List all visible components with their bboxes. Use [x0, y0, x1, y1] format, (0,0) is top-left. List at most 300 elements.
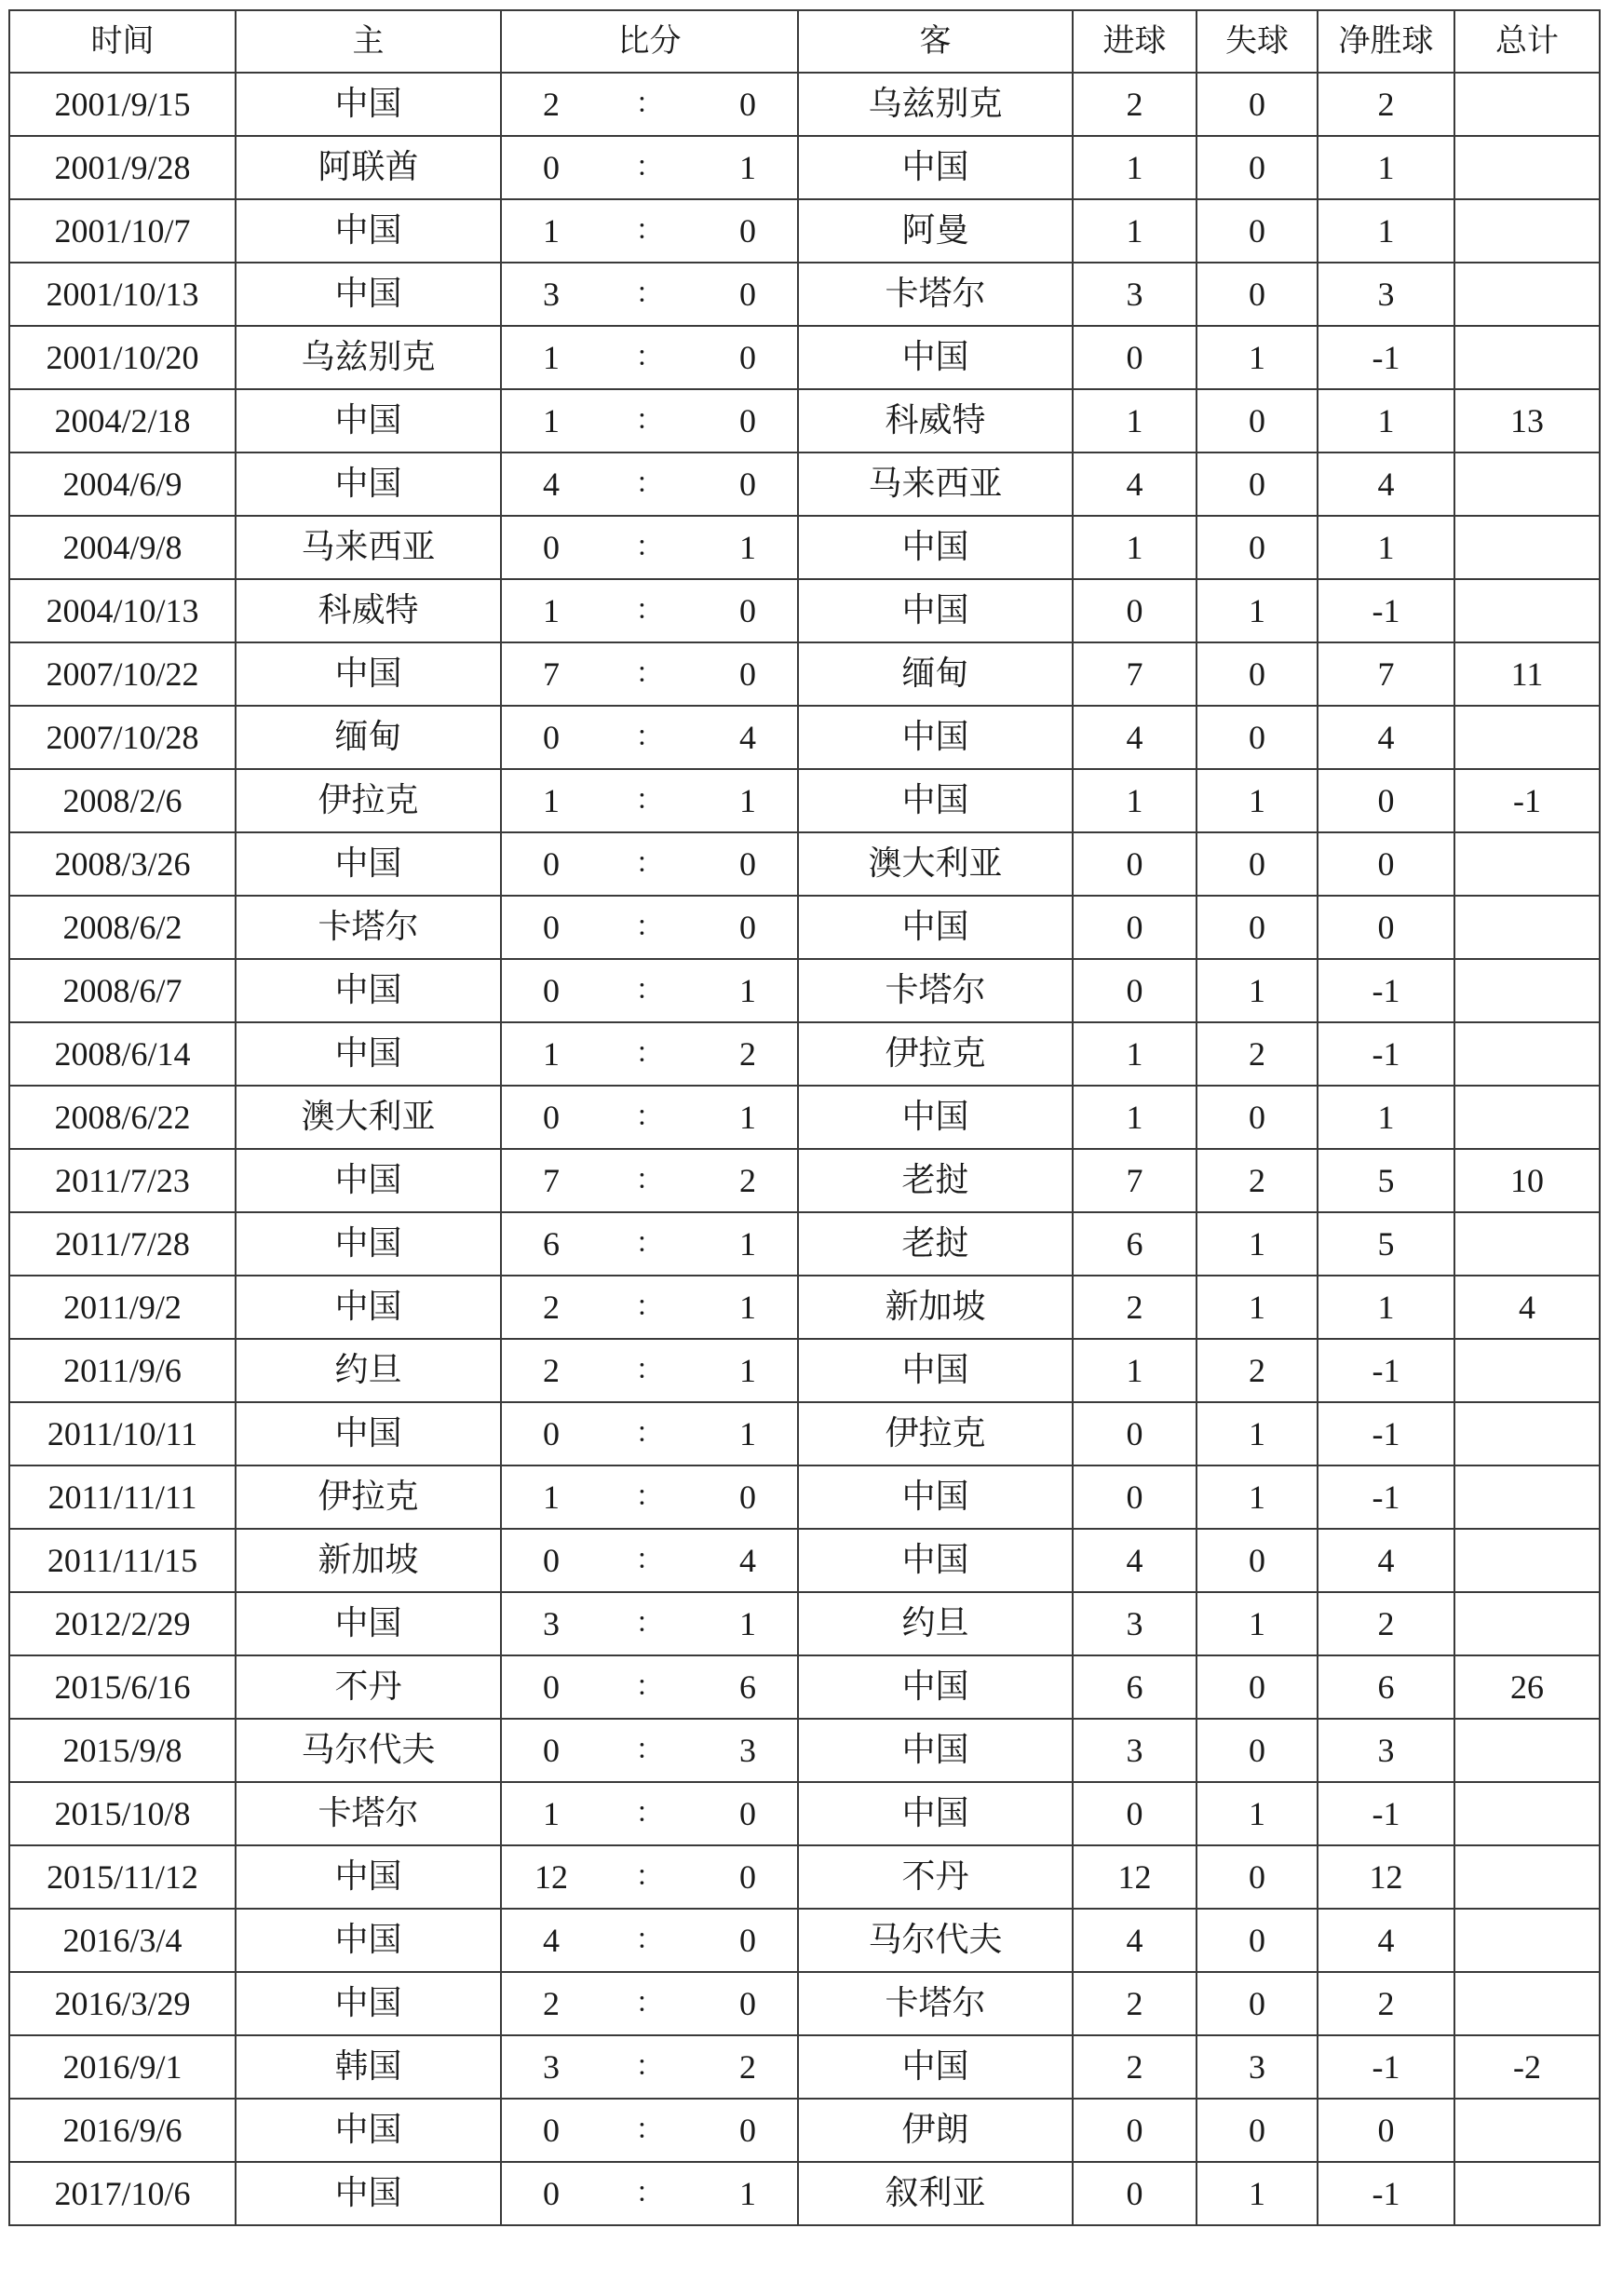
cell-date: 2008/2/6 [9, 769, 236, 832]
cell-home-score: 6 [501, 1212, 601, 1276]
cell-away-team: 叙利亚 [798, 2162, 1073, 2225]
cell-home-score: 1 [501, 579, 601, 642]
cell-score-separator: ： [601, 1276, 698, 1339]
cell-goals-for: 0 [1073, 1402, 1197, 1465]
cell-score-separator: ： [601, 389, 698, 452]
cell-goals-against: 0 [1197, 2099, 1318, 2162]
cell-date: 2001/10/13 [9, 263, 236, 326]
cell-total: -1 [1454, 769, 1600, 832]
match-results-table [8, 9, 1601, 2226]
cell-goal-diff: 1 [1318, 1276, 1454, 1339]
cell-away-score: 0 [698, 896, 798, 959]
cell-score-separator: ： [601, 1529, 698, 1592]
cell-goals-for: 0 [1073, 896, 1197, 959]
cell-home-score: 1 [501, 389, 601, 452]
cell-date: 2004/6/9 [9, 452, 236, 516]
cell-date: 2015/10/8 [9, 1782, 236, 1845]
cell-score-separator: ： [601, 1782, 698, 1845]
cell-away-score: 1 [698, 769, 798, 832]
cell-home-score: 2 [501, 73, 601, 136]
cell-goal-diff: 1 [1318, 199, 1454, 263]
cell-home-score: 4 [501, 1909, 601, 1972]
cell-score-separator: ： [601, 896, 698, 959]
cell-goals-against: 0 [1197, 1845, 1318, 1909]
cell-goals-for: 4 [1073, 452, 1197, 516]
table-row [9, 1086, 1600, 1149]
table-row [9, 389, 1600, 452]
cell-score-separator: ： [601, 136, 698, 199]
cell-goal-diff: 1 [1318, 1086, 1454, 1149]
cell-home-score: 3 [501, 2035, 601, 2099]
table-row [9, 73, 1600, 136]
cell-goals-for: 12 [1073, 1845, 1197, 1909]
cell-home-score: 3 [501, 263, 601, 326]
cell-date: 2001/9/28 [9, 136, 236, 199]
cell-goals-for: 6 [1073, 1212, 1197, 1276]
cell-goal-diff: -1 [1318, 2035, 1454, 2099]
cell-away-score: 0 [698, 1845, 798, 1909]
cell-goals-against: 0 [1197, 516, 1318, 579]
cell-date: 2015/9/8 [9, 1719, 236, 1782]
cell-away-score: 6 [698, 1655, 798, 1719]
cell-goals-for: 1 [1073, 1086, 1197, 1149]
cell-date: 2008/6/14 [9, 1022, 236, 1086]
cell-home-team: 马尔代夫 [236, 1719, 501, 1782]
cell-away-team: 中国 [798, 1782, 1073, 1845]
table-row [9, 1022, 1600, 1086]
cell-home-score: 0 [501, 1402, 601, 1465]
cell-away-team: 伊朗 [798, 2099, 1073, 2162]
cell-home-team: 中国 [236, 452, 501, 516]
cell-goal-diff: 4 [1318, 706, 1454, 769]
cell-date: 2011/7/28 [9, 1212, 236, 1276]
cell-home-score: 1 [501, 199, 601, 263]
cell-total [1454, 1592, 1600, 1655]
cell-away-score: 1 [698, 516, 798, 579]
cell-goals-against: 0 [1197, 832, 1318, 896]
cell-score-separator: ： [601, 1592, 698, 1655]
cell-home-score: 0 [501, 896, 601, 959]
table-row [9, 642, 1600, 706]
cell-total [1454, 326, 1600, 389]
cell-home-team: 新加坡 [236, 1529, 501, 1592]
cell-away-score: 1 [698, 1339, 798, 1402]
cell-total [1454, 1086, 1600, 1149]
cell-goal-diff: -1 [1318, 1465, 1454, 1529]
cell-goal-diff: 2 [1318, 73, 1454, 136]
table-row [9, 136, 1600, 199]
cell-score-separator: ： [601, 1465, 698, 1529]
cell-home-score: 2 [501, 1339, 601, 1402]
cell-goal-diff: 5 [1318, 1149, 1454, 1212]
cell-goals-for: 7 [1073, 642, 1197, 706]
cell-total [1454, 199, 1600, 263]
cell-total [1454, 1022, 1600, 1086]
cell-score-separator: ： [601, 516, 698, 579]
table-row [9, 1719, 1600, 1782]
cell-goal-diff: 2 [1318, 1972, 1454, 2035]
cell-date: 2011/11/15 [9, 1529, 236, 1592]
table-body [9, 73, 1600, 2225]
cell-home-score: 7 [501, 642, 601, 706]
cell-goals-for: 0 [1073, 2099, 1197, 2162]
cell-score-separator: ： [601, 326, 698, 389]
cell-total [1454, 452, 1600, 516]
header-score: 比分 [501, 10, 798, 73]
cell-home-team: 中国 [236, 1022, 501, 1086]
cell-total [1454, 832, 1600, 896]
table-row [9, 959, 1600, 1022]
cell-total [1454, 2162, 1600, 2225]
cell-goal-diff: 1 [1318, 389, 1454, 452]
cell-score-separator: ： [601, 1339, 698, 1402]
cell-goal-diff: -1 [1318, 326, 1454, 389]
cell-away-score: 0 [698, 389, 798, 452]
cell-goals-for: 1 [1073, 136, 1197, 199]
cell-goals-against: 1 [1197, 579, 1318, 642]
cell-total [1454, 1972, 1600, 2035]
cell-home-score: 0 [501, 706, 601, 769]
cell-home-team: 中国 [236, 1402, 501, 1465]
cell-goals-for: 0 [1073, 1465, 1197, 1529]
cell-home-score: 1 [501, 1022, 601, 1086]
cell-date: 2016/9/1 [9, 2035, 236, 2099]
cell-total: 4 [1454, 1276, 1600, 1339]
cell-home-score: 2 [501, 1972, 601, 2035]
cell-home-score: 7 [501, 1149, 601, 1212]
cell-away-team: 中国 [798, 136, 1073, 199]
cell-date: 2008/6/22 [9, 1086, 236, 1149]
cell-goals-for: 1 [1073, 1022, 1197, 1086]
cell-goals-for: 4 [1073, 1529, 1197, 1592]
cell-goals-against: 1 [1197, 1592, 1318, 1655]
cell-away-score: 0 [698, 1465, 798, 1529]
cell-away-team: 中国 [798, 896, 1073, 959]
cell-goals-for: 3 [1073, 1592, 1197, 1655]
header-home: 主 [236, 10, 501, 73]
cell-goals-against: 3 [1197, 2035, 1318, 2099]
cell-home-team: 约旦 [236, 1339, 501, 1402]
cell-goals-for: 2 [1073, 1972, 1197, 2035]
cell-away-team: 中国 [798, 1655, 1073, 1719]
table-row [9, 706, 1600, 769]
cell-goal-diff: -1 [1318, 1402, 1454, 1465]
cell-goal-diff: -1 [1318, 1782, 1454, 1845]
cell-away-team: 中国 [798, 1339, 1073, 1402]
header-goal-diff: 净胜球 [1318, 10, 1454, 73]
cell-goal-diff: 4 [1318, 452, 1454, 516]
cell-away-team: 卡塔尔 [798, 959, 1073, 1022]
cell-away-team: 缅甸 [798, 642, 1073, 706]
cell-home-score: 0 [501, 832, 601, 896]
header-goals-for: 进球 [1073, 10, 1197, 73]
cell-goals-against: 0 [1197, 73, 1318, 136]
cell-date: 2007/10/22 [9, 642, 236, 706]
cell-home-score: 12 [501, 1845, 601, 1909]
cell-away-score: 0 [698, 73, 798, 136]
cell-goals-for: 3 [1073, 263, 1197, 326]
cell-date: 2008/3/26 [9, 832, 236, 896]
cell-date: 2016/9/6 [9, 2099, 236, 2162]
cell-goal-diff: -1 [1318, 1022, 1454, 1086]
cell-goal-diff: 0 [1318, 832, 1454, 896]
cell-goals-against: 1 [1197, 1782, 1318, 1845]
cell-score-separator: ： [601, 832, 698, 896]
cell-away-team: 伊拉克 [798, 1022, 1073, 1086]
cell-away-team: 中国 [798, 769, 1073, 832]
cell-away-team: 中国 [798, 326, 1073, 389]
cell-home-score: 3 [501, 1592, 601, 1655]
cell-date: 2011/9/6 [9, 1339, 236, 1402]
cell-away-score: 1 [698, 1592, 798, 1655]
cell-goals-for: 2 [1073, 73, 1197, 136]
cell-total [1454, 1909, 1600, 1972]
cell-goals-for: 4 [1073, 706, 1197, 769]
cell-home-team: 中国 [236, 1212, 501, 1276]
header-total: 总计 [1454, 10, 1600, 73]
cell-goals-against: 0 [1197, 1719, 1318, 1782]
cell-home-team: 中国 [236, 1276, 501, 1339]
cell-goals-against: 1 [1197, 2162, 1318, 2225]
cell-away-score: 1 [698, 1402, 798, 1465]
header-goals-against: 失球 [1197, 10, 1318, 73]
cell-home-team: 中国 [236, 959, 501, 1022]
cell-goals-against: 1 [1197, 1402, 1318, 1465]
cell-goal-diff: 1 [1318, 136, 1454, 199]
cell-goals-against: 0 [1197, 263, 1318, 326]
cell-home-score: 1 [501, 326, 601, 389]
cell-score-separator: ： [601, 199, 698, 263]
table-row [9, 1465, 1600, 1529]
cell-goals-against: 1 [1197, 959, 1318, 1022]
cell-home-score: 4 [501, 452, 601, 516]
cell-date: 2015/11/12 [9, 1845, 236, 1909]
cell-home-team: 中国 [236, 1592, 501, 1655]
cell-away-score: 0 [698, 579, 798, 642]
cell-away-team: 中国 [798, 1086, 1073, 1149]
cell-home-team: 中国 [236, 642, 501, 706]
cell-away-score: 0 [698, 263, 798, 326]
table-row [9, 832, 1600, 896]
cell-score-separator: ： [601, 2162, 698, 2225]
cell-home-team: 中国 [236, 73, 501, 136]
cell-away-score: 4 [698, 706, 798, 769]
cell-total [1454, 1402, 1600, 1465]
cell-away-score: 2 [698, 1022, 798, 1086]
cell-score-separator: ： [601, 263, 698, 326]
cell-home-score: 0 [501, 1529, 601, 1592]
cell-away-score: 0 [698, 326, 798, 389]
cell-away-team: 科威特 [798, 389, 1073, 452]
cell-total [1454, 1845, 1600, 1909]
cell-goals-against: 1 [1197, 1276, 1318, 1339]
cell-total [1454, 1529, 1600, 1592]
cell-date: 2004/9/8 [9, 516, 236, 579]
table-row [9, 1149, 1600, 1212]
cell-total [1454, 263, 1600, 326]
cell-date: 2011/10/11 [9, 1402, 236, 1465]
cell-date: 2007/10/28 [9, 706, 236, 769]
cell-goal-diff: 6 [1318, 1655, 1454, 1719]
cell-goals-against: 0 [1197, 1529, 1318, 1592]
cell-away-score: 0 [698, 199, 798, 263]
cell-score-separator: ： [601, 1022, 698, 1086]
cell-goals-against: 0 [1197, 642, 1318, 706]
cell-home-score: 0 [501, 2099, 601, 2162]
cell-home-team: 卡塔尔 [236, 1782, 501, 1845]
cell-score-separator: ： [601, 959, 698, 1022]
cell-score-separator: ： [601, 1149, 698, 1212]
cell-home-score: 0 [501, 959, 601, 1022]
cell-total [1454, 1212, 1600, 1276]
table-header-row [9, 10, 1600, 73]
cell-away-team: 中国 [798, 516, 1073, 579]
cell-home-score: 1 [501, 1465, 601, 1529]
table-row [9, 579, 1600, 642]
cell-goals-against: 0 [1197, 136, 1318, 199]
cell-goals-for: 0 [1073, 579, 1197, 642]
cell-away-team: 中国 [798, 1465, 1073, 1529]
cell-home-team: 卡塔尔 [236, 896, 501, 959]
cell-total [1454, 1339, 1600, 1402]
cell-score-separator: ： [601, 2035, 698, 2099]
table-row [9, 1972, 1600, 2035]
cell-away-team: 老挝 [798, 1149, 1073, 1212]
cell-home-score: 0 [501, 1086, 601, 1149]
cell-away-team: 马来西亚 [798, 452, 1073, 516]
cell-goals-for: 1 [1073, 1339, 1197, 1402]
cell-goal-diff: 3 [1318, 263, 1454, 326]
cell-away-score: 0 [698, 642, 798, 706]
table-row [9, 1212, 1600, 1276]
table-row [9, 263, 1600, 326]
cell-goals-against: 0 [1197, 1655, 1318, 1719]
cell-goal-diff: 0 [1318, 769, 1454, 832]
cell-away-score: 0 [698, 1909, 798, 1972]
cell-home-score: 0 [501, 1719, 601, 1782]
cell-goals-for: 1 [1073, 516, 1197, 579]
cell-goals-against: 2 [1197, 1022, 1318, 1086]
cell-score-separator: ： [601, 1845, 698, 1909]
table-row [9, 2162, 1600, 2225]
cell-goals-against: 1 [1197, 1465, 1318, 1529]
cell-goal-diff: -1 [1318, 959, 1454, 1022]
cell-away-team: 新加坡 [798, 1276, 1073, 1339]
cell-date: 2016/3/4 [9, 1909, 236, 1972]
cell-away-team: 中国 [798, 1719, 1073, 1782]
table-row [9, 326, 1600, 389]
cell-goal-diff: -1 [1318, 2162, 1454, 2225]
table-row [9, 896, 1600, 959]
cell-home-team: 中国 [236, 389, 501, 452]
cell-total [1454, 1719, 1600, 1782]
cell-goal-diff: -1 [1318, 579, 1454, 642]
cell-score-separator: ： [601, 2099, 698, 2162]
cell-away-team: 卡塔尔 [798, 263, 1073, 326]
cell-goals-for: 1 [1073, 389, 1197, 452]
cell-away-team: 老挝 [798, 1212, 1073, 1276]
cell-date: 2012/2/29 [9, 1592, 236, 1655]
cell-away-team: 不丹 [798, 1845, 1073, 1909]
cell-total [1454, 1465, 1600, 1529]
cell-home-score: 1 [501, 769, 601, 832]
cell-score-separator: ： [601, 769, 698, 832]
cell-total [1454, 73, 1600, 136]
cell-goals-for: 0 [1073, 326, 1197, 389]
cell-date: 2001/10/7 [9, 199, 236, 263]
cell-away-team: 中国 [798, 706, 1073, 769]
cell-goals-against: 0 [1197, 1972, 1318, 2035]
cell-goal-diff: 0 [1318, 896, 1454, 959]
cell-date: 2004/2/18 [9, 389, 236, 452]
cell-date: 2017/10/6 [9, 2162, 236, 2225]
cell-goals-against: 0 [1197, 199, 1318, 263]
table-row [9, 1529, 1600, 1592]
cell-away-team: 卡塔尔 [798, 1972, 1073, 2035]
cell-score-separator: ： [601, 1719, 698, 1782]
cell-home-team: 中国 [236, 832, 501, 896]
cell-home-team: 马来西亚 [236, 516, 501, 579]
cell-date: 2004/10/13 [9, 579, 236, 642]
cell-away-score: 1 [698, 136, 798, 199]
cell-home-team: 中国 [236, 199, 501, 263]
cell-score-separator: ： [601, 1402, 698, 1465]
cell-away-team: 伊拉克 [798, 1402, 1073, 1465]
cell-goals-for: 0 [1073, 1782, 1197, 1845]
cell-goals-for: 1 [1073, 769, 1197, 832]
cell-home-team: 中国 [236, 1972, 501, 2035]
cell-home-team: 中国 [236, 1845, 501, 1909]
cell-goals-for: 3 [1073, 1719, 1197, 1782]
cell-total: 26 [1454, 1655, 1600, 1719]
cell-goal-diff: 2 [1318, 1592, 1454, 1655]
cell-score-separator: ： [601, 73, 698, 136]
cell-score-separator: ： [601, 1655, 698, 1719]
cell-away-team: 中国 [798, 579, 1073, 642]
table-row [9, 516, 1600, 579]
cell-home-score: 0 [501, 516, 601, 579]
cell-score-separator: ： [601, 1909, 698, 1972]
cell-date: 2011/11/11 [9, 1465, 236, 1529]
cell-total: 13 [1454, 389, 1600, 452]
cell-away-team: 乌兹别克 [798, 73, 1073, 136]
cell-away-score: 0 [698, 2099, 798, 2162]
cell-home-score: 0 [501, 136, 601, 199]
cell-away-team: 中国 [798, 1529, 1073, 1592]
header-date: 时间 [9, 10, 236, 73]
cell-score-separator: ： [601, 452, 698, 516]
cell-home-team: 中国 [236, 1909, 501, 1972]
cell-score-separator: ： [601, 1212, 698, 1276]
cell-goal-diff: 12 [1318, 1845, 1454, 1909]
cell-goals-for: 6 [1073, 1655, 1197, 1719]
cell-home-score: 0 [501, 1655, 601, 1719]
cell-date: 2008/6/7 [9, 959, 236, 1022]
cell-date: 2011/7/23 [9, 1149, 236, 1212]
cell-date: 2011/9/2 [9, 1276, 236, 1339]
cell-away-score: 0 [698, 832, 798, 896]
table-row [9, 1655, 1600, 1719]
cell-home-team: 中国 [236, 2099, 501, 2162]
cell-goal-diff: 0 [1318, 2099, 1454, 2162]
cell-total [1454, 2099, 1600, 2162]
cell-goal-diff: 1 [1318, 516, 1454, 579]
cell-away-score: 2 [698, 2035, 798, 2099]
cell-goal-diff: -1 [1318, 1339, 1454, 1402]
cell-goals-for: 0 [1073, 832, 1197, 896]
cell-away-team: 澳大利亚 [798, 832, 1073, 896]
table-row [9, 1782, 1600, 1845]
